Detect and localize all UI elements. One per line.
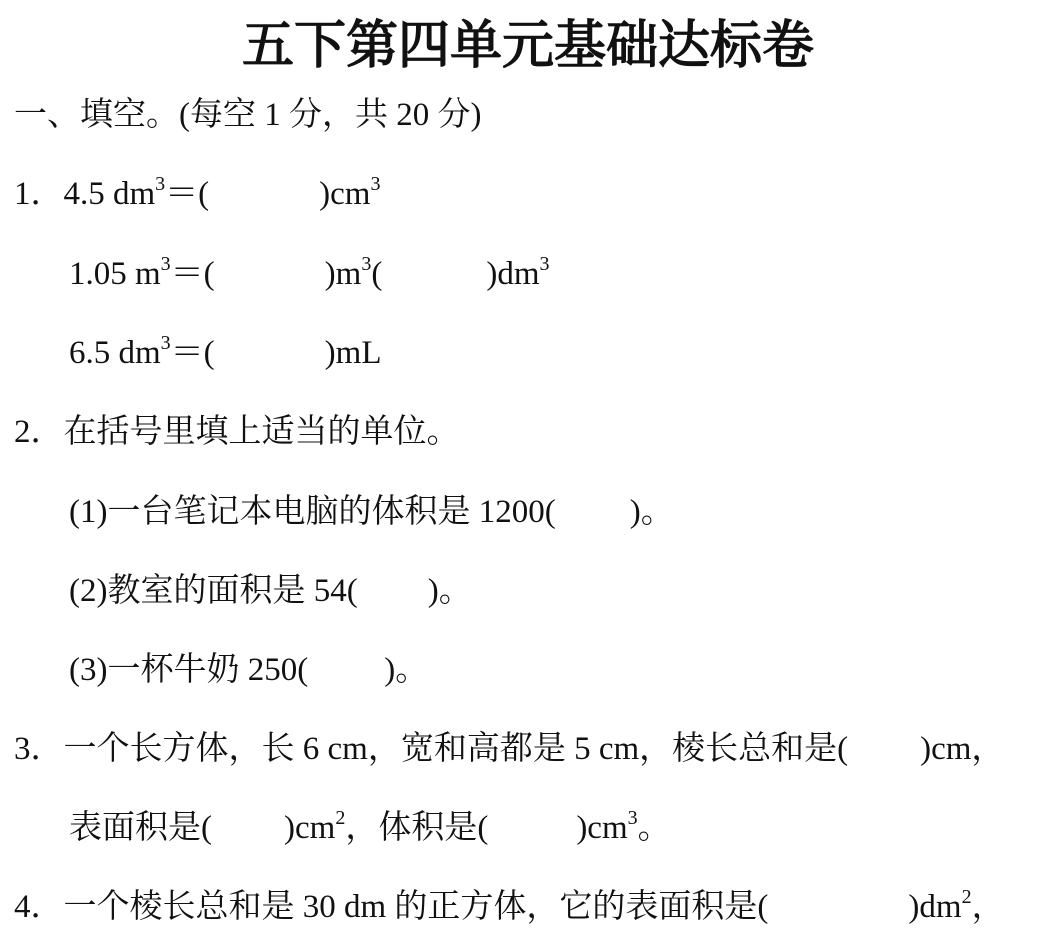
q1-expr-open: ＝( [165, 176, 210, 212]
question-2-item-2 [69, 571, 472, 611]
q1-expr-close: )mL [324, 335, 382, 371]
q1-expr-left: 1.05 m [69, 256, 161, 292]
item-close: )。 [629, 494, 674, 530]
item-text: (2)教室的面积是 54( [69, 573, 358, 609]
question-3-text-2: 表面积是( [69, 810, 212, 846]
question-number: 4． [14, 889, 64, 925]
punctuation: ， [971, 889, 1005, 925]
q1-expr-open: ＝( [170, 256, 215, 292]
question-4-text: 一个棱长总和是 30 dm 的正方体，它的表面积是( [63, 889, 769, 925]
superscript: 3 [361, 253, 372, 275]
unit: )dm [908, 889, 962, 925]
superscript: 2 [961, 886, 972, 908]
question-3-text: 一个长方体，长 6 cm，宽和高都是 5 cm，棱长总和是( [63, 731, 849, 767]
item-close: )。 [384, 652, 429, 688]
item-text: (3)一杯牛奶 250( [69, 652, 309, 688]
q1-expr-left: 6.5 dm [69, 335, 161, 371]
superscript: 3 [539, 253, 550, 275]
superscript: 2 [335, 807, 346, 829]
question-2-item-1 [69, 492, 674, 532]
superscript: 3 [160, 253, 171, 275]
superscript: 3 [160, 332, 171, 354]
superscript: 3 [155, 173, 166, 195]
question-2-line [14, 412, 460, 452]
q1-expr-close: )cm [319, 176, 371, 212]
unit: )cm [284, 810, 336, 846]
question-number: 3． [14, 731, 64, 767]
question-1-line-2 [69, 254, 550, 294]
q1-expr-left: 4.5 dm [63, 176, 156, 212]
punctuation: 。 [637, 810, 671, 846]
q1-expr-close: )dm [486, 256, 540, 292]
question-3-line-2 [69, 808, 671, 848]
question-4-line-1 [14, 887, 1005, 927]
question-1-line-3 [69, 333, 382, 373]
question-3-line-1 [14, 729, 1004, 769]
question-2-item-3 [69, 650, 428, 690]
question-3-text-3: ，体积是( [345, 810, 489, 846]
superscript: 3 [370, 173, 381, 195]
q1-expr-mid: )m [324, 256, 362, 292]
q1-expr-open-2: ( [371, 256, 383, 292]
item-text: (1)一台笔记本电脑的体积是 1200( [69, 494, 556, 530]
question-number: 1． [14, 176, 64, 212]
item-close: )。 [427, 573, 472, 609]
question-2-text: 在括号里填上适当的单位。 [63, 414, 460, 450]
superscript: 3 [627, 807, 638, 829]
question-3-unit: )cm， [920, 731, 1005, 767]
page-title: 五下第四单元基础达标卷 [241, 16, 814, 76]
question-1-line-1 [14, 174, 380, 214]
question-number: 2． [14, 414, 64, 450]
section-heading: 一、填空。(每空 1 分，共 20 分) [14, 97, 482, 133]
q1-expr-open: ＝( [170, 335, 215, 371]
unit: )cm [576, 810, 628, 846]
